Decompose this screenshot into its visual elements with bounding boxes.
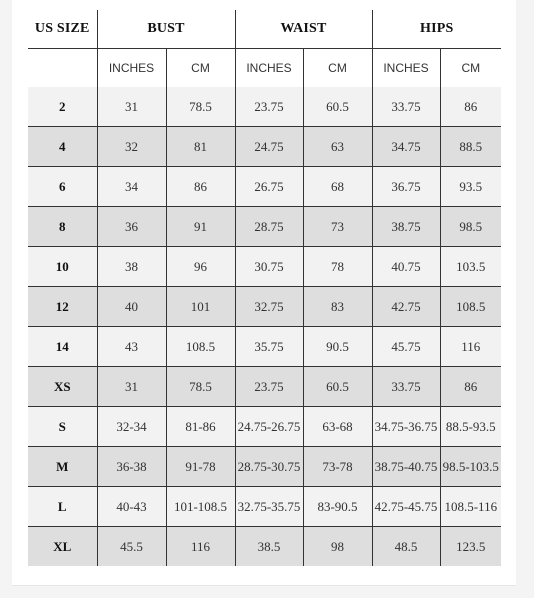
empty-corner-cell: [28, 49, 97, 88]
hips-cm-cell: 86: [440, 87, 501, 127]
hips-inches-cell: 42.75: [372, 287, 440, 327]
table-row: [28, 367, 501, 407]
waist-cm-cell: 78: [303, 247, 372, 287]
table-row: [28, 407, 501, 447]
waist-inches-cell: 23.75: [235, 367, 303, 407]
bust-cm-cell: 101: [166, 287, 235, 327]
table-row: [28, 207, 501, 247]
hips-cm-cell: 123.5: [440, 527, 501, 567]
size-label-cell: XS: [28, 367, 97, 407]
waist-cm-cell: 68: [303, 167, 372, 207]
bust-inches-header: INCHES: [97, 49, 166, 88]
hips-cm-cell: 86: [440, 367, 501, 407]
table-row: [28, 167, 501, 207]
waist-inches-cell: 28.75-30.75: [235, 447, 303, 487]
size-label-cell: L: [28, 487, 97, 527]
waist-cm-cell: 73-78: [303, 447, 372, 487]
bust-cm-cell: 91-78: [166, 447, 235, 487]
table-row: [28, 247, 501, 287]
waist-inches-cell: 24.75: [235, 127, 303, 167]
waist-inches-cell: 30.75: [235, 247, 303, 287]
waist-cm-cell: 83: [303, 287, 372, 327]
bust-inches-cell: 36: [97, 207, 166, 247]
hips-inches-cell: 42.75-45.75: [372, 487, 440, 527]
bust-inches-cell: 38: [97, 247, 166, 287]
bust-cm-cell: 108.5: [166, 327, 235, 367]
bottom-gutter: [0, 586, 534, 598]
bust-cm-cell: 91: [166, 207, 235, 247]
bust-inches-cell: 34: [97, 167, 166, 207]
bust-cm-cell: 81: [166, 127, 235, 167]
hips-cm-cell: 108.5: [440, 287, 501, 327]
bust-cm-cell: 101-108.5: [166, 487, 235, 527]
bust-inches-cell: 45.5: [97, 527, 166, 567]
hips-cm-cell: 108.5-116: [440, 487, 501, 527]
waist-cm-header: CM: [303, 49, 372, 88]
hips-cm-header: CM: [440, 49, 501, 88]
hips-inches-cell: 38.75: [372, 207, 440, 247]
waist-inches-cell: 28.75: [235, 207, 303, 247]
table-row: [28, 327, 501, 367]
hips-inches-header: INCHES: [372, 49, 440, 88]
left-gutter: [0, 0, 12, 598]
size-label-cell: 2: [28, 87, 97, 127]
bust-cm-cell: 81-86: [166, 407, 235, 447]
table-row: [28, 287, 501, 327]
table-row: [28, 487, 501, 527]
hips-header: HIPS: [372, 10, 501, 49]
table-row: [28, 527, 501, 567]
hips-cm-cell: 93.5: [440, 167, 501, 207]
table-row: [28, 87, 501, 127]
size-label-cell: S: [28, 407, 97, 447]
hips-inches-cell: 33.75: [372, 367, 440, 407]
waist-cm-cell: 60.5: [303, 87, 372, 127]
us-size-header: US SIZE: [28, 10, 97, 49]
size-label-cell: 6: [28, 167, 97, 207]
bust-inches-cell: 31: [97, 87, 166, 127]
table-row: [28, 447, 501, 487]
bust-cm-cell: 78.5: [166, 87, 235, 127]
bust-inches-cell: 36-38: [97, 447, 166, 487]
size-label-cell: 10: [28, 247, 97, 287]
hips-cm-cell: 88.5: [440, 127, 501, 167]
bust-inches-cell: 32-34: [97, 407, 166, 447]
hips-inches-cell: 48.5: [372, 527, 440, 567]
bust-cm-header: CM: [166, 49, 235, 88]
hips-inches-cell: 40.75: [372, 247, 440, 287]
hips-inches-cell: 45.75: [372, 327, 440, 367]
size-label-cell: XL: [28, 527, 97, 567]
hips-cm-cell: 98.5-103.5: [440, 447, 501, 487]
waist-inches-cell: 38.5: [235, 527, 303, 567]
bust-inches-cell: 40: [97, 287, 166, 327]
size-chart-table: [28, 10, 501, 566]
waist-cm-cell: 83-90.5: [303, 487, 372, 527]
waist-inches-cell: 23.75: [235, 87, 303, 127]
unit-header-row: [28, 49, 501, 88]
waist-cm-cell: 63: [303, 127, 372, 167]
hips-cm-cell: 103.5: [440, 247, 501, 287]
bust-cm-cell: 86: [166, 167, 235, 207]
waist-inches-cell: 35.75: [235, 327, 303, 367]
waist-inches-header: INCHES: [235, 49, 303, 88]
bust-header: BUST: [97, 10, 235, 49]
group-header-row: [28, 10, 501, 49]
waist-inches-cell: 32.75-35.75: [235, 487, 303, 527]
size-rows: [28, 87, 501, 566]
size-label-cell: 14: [28, 327, 97, 367]
waist-cm-cell: 73: [303, 207, 372, 247]
right-gutter: [516, 0, 534, 598]
waist-cm-cell: 98: [303, 527, 372, 567]
waist-inches-cell: 24.75-26.75: [235, 407, 303, 447]
hips-inches-cell: 38.75-40.75: [372, 447, 440, 487]
hips-inches-cell: 34.75-36.75: [372, 407, 440, 447]
hips-inches-cell: 34.75: [372, 127, 440, 167]
table-row: [28, 127, 501, 167]
bust-cm-cell: 96: [166, 247, 235, 287]
size-label-cell: M: [28, 447, 97, 487]
bust-inches-cell: 32: [97, 127, 166, 167]
bust-inches-cell: 31: [97, 367, 166, 407]
bust-cm-cell: 78.5: [166, 367, 235, 407]
hips-inches-cell: 36.75: [372, 167, 440, 207]
hips-cm-cell: 88.5-93.5: [440, 407, 501, 447]
hips-inches-cell: 33.75: [372, 87, 440, 127]
waist-cm-cell: 60.5: [303, 367, 372, 407]
waist-inches-cell: 32.75: [235, 287, 303, 327]
waist-inches-cell: 26.75: [235, 167, 303, 207]
bust-cm-cell: 116: [166, 527, 235, 567]
hips-cm-cell: 116: [440, 327, 501, 367]
size-label-cell: 8: [28, 207, 97, 247]
bust-inches-cell: 40-43: [97, 487, 166, 527]
waist-header: WAIST: [235, 10, 372, 49]
size-label-cell: 12: [28, 287, 97, 327]
waist-cm-cell: 63-68: [303, 407, 372, 447]
hips-cm-cell: 98.5: [440, 207, 501, 247]
bust-inches-cell: 43: [97, 327, 166, 367]
waist-cm-cell: 90.5: [303, 327, 372, 367]
size-label-cell: 4: [28, 127, 97, 167]
